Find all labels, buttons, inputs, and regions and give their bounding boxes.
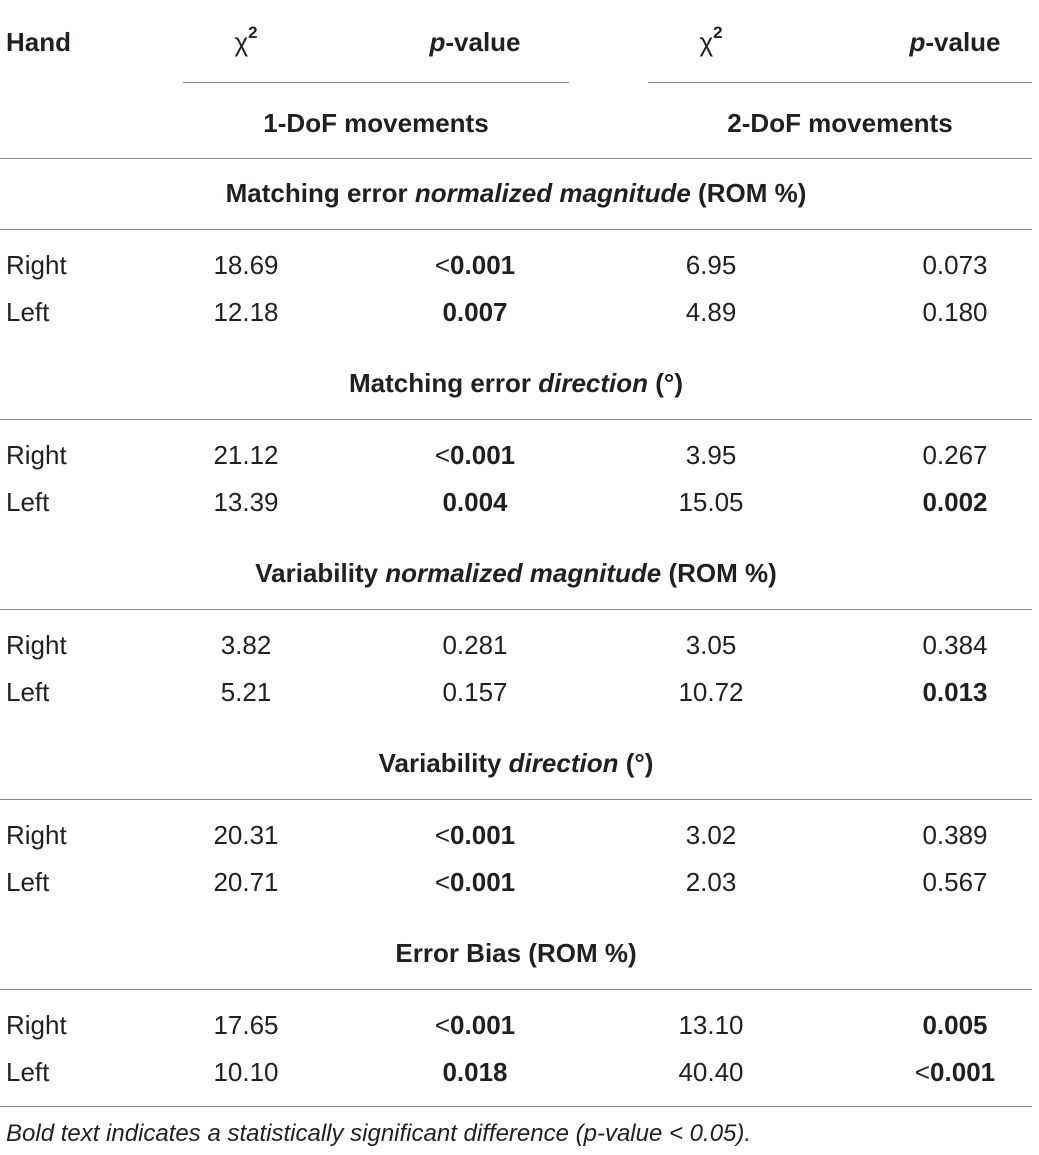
p-rest: -value <box>445 27 521 57</box>
pvalue-2dof-value: 0.002 <box>922 487 988 517</box>
less-than-sign: < <box>434 867 451 897</box>
header-chi-2dof <box>661 23 761 57</box>
chi2-2dof-value: 6.95 <box>685 250 737 280</box>
hand-label <box>6 1057 49 1087</box>
chi2-2dof <box>661 677 761 707</box>
header-hand: Hand <box>6 27 71 57</box>
chi2-1dof-value: 17.65 <box>213 1010 279 1040</box>
chi2-1dof <box>196 1057 296 1087</box>
chi2-2dof-value: 10.72 <box>678 677 744 707</box>
pvalue-2dof <box>885 867 1025 897</box>
section-title-italic: normalized magnitude <box>385 558 662 588</box>
chi2-1dof-value: 20.71 <box>213 867 279 897</box>
chi2-1dof-value: 20.31 <box>213 820 279 850</box>
hand-label-value: Left <box>6 867 50 897</box>
chi2-2dof-value: 4.89 <box>685 297 737 327</box>
pvalue-2dof <box>885 1010 1025 1040</box>
chi2-2dof-value: 40.40 <box>678 1057 744 1087</box>
pvalue-1dof <box>405 297 545 327</box>
pvalue-1dof-value: 0.157 <box>442 677 508 707</box>
section-rule <box>0 419 1032 420</box>
less-than-sign: < <box>434 1010 451 1040</box>
pvalue-1dof-value: 0.001 <box>450 820 516 850</box>
hand-label-value: Left <box>6 487 50 517</box>
header-pvalue-1dof <box>405 27 545 57</box>
section-title-text: Matching error <box>225 178 415 208</box>
chi2-2dof <box>661 297 761 327</box>
chi2-1dof-value: 21.12 <box>213 440 279 470</box>
group-rule-2dof <box>648 82 1032 83</box>
hand-label-value: Left <box>6 677 50 707</box>
pvalue-2dof-value: 0.567 <box>922 867 988 897</box>
section-title-text: Variability <box>378 748 509 778</box>
chi2-1dof <box>196 630 296 660</box>
pvalue-1dof <box>405 867 545 897</box>
pvalue-1dof-value: 0.018 <box>442 1057 508 1087</box>
pvalue-2dof <box>885 1057 1025 1087</box>
chi2-2dof-value: 3.02 <box>685 820 737 850</box>
chi-exponent: 2 <box>713 23 723 43</box>
header-pvalue-2dof <box>885 27 1025 57</box>
chi2-1dof <box>196 867 296 897</box>
chi-symbol: χ <box>234 27 249 57</box>
pvalue-2dof-value: 0.389 <box>922 820 988 850</box>
section-title-italic: direction <box>508 748 619 778</box>
chi2-2dof <box>661 867 761 897</box>
section-title-text: Error Bias (ROM %) <box>395 938 637 968</box>
pvalue-1dof-value: 0.004 <box>442 487 508 517</box>
pvalue-2dof <box>885 440 1025 470</box>
pvalue-2dof-value: 0.073 <box>922 250 988 280</box>
pvalue-2dof-value: 0.180 <box>922 297 988 327</box>
pvalue-2dof <box>885 820 1025 850</box>
chi2-2dof-value: 2.03 <box>685 867 737 897</box>
pvalue-1dof-value: 0.281 <box>442 630 508 660</box>
pvalue-1dof-value: 0.007 <box>442 297 508 327</box>
p-italic: p <box>909 27 926 57</box>
hand-label <box>6 630 67 660</box>
section-title-unit: (°) <box>618 748 654 778</box>
pvalue-1dof-value: 0.001 <box>450 250 516 280</box>
pvalue-2dof-value: 0.001 <box>930 1057 996 1087</box>
pvalue-1dof-value: 0.001 <box>450 1010 516 1040</box>
pvalue-2dof <box>885 677 1025 707</box>
section-title <box>0 368 1032 398</box>
chi2-1dof-value: 10.10 <box>213 1057 279 1087</box>
hand-label-value: Right <box>6 250 67 280</box>
header-rule <box>0 158 1032 159</box>
section-title <box>0 748 1032 778</box>
chi2-2dof <box>661 1057 761 1087</box>
pvalue-2dof <box>885 487 1025 517</box>
chi2-1dof-value: 3.82 <box>220 630 272 660</box>
pvalue-2dof <box>885 250 1025 280</box>
hand-label <box>6 440 67 470</box>
section-rule <box>0 799 1032 800</box>
hand-label <box>6 867 49 897</box>
pvalue-2dof-value: 0.013 <box>922 677 988 707</box>
chi2-2dof <box>661 250 761 280</box>
section-title <box>0 938 1032 968</box>
section-title-italic: direction <box>538 368 649 398</box>
footnote: Bold text indicates a statistically significant difference (p-value < 0.05). <box>6 1120 752 1147</box>
pvalue-1dof <box>405 630 545 660</box>
hand-label <box>6 250 67 280</box>
group-label-1dof: 1-DoF movements <box>263 108 489 138</box>
pvalue-2dof-value: 0.005 <box>922 1010 988 1040</box>
chi2-1dof-value: 12.18 <box>213 297 279 327</box>
hand-label <box>6 487 49 517</box>
pvalue-1dof-value: 0.001 <box>450 440 516 470</box>
hand-label <box>6 1010 67 1040</box>
section-rule <box>0 989 1032 990</box>
less-than-sign: < <box>434 440 451 470</box>
chi2-2dof <box>661 487 761 517</box>
hand-label-value: Left <box>6 1057 50 1087</box>
chi2-1dof <box>196 297 296 327</box>
chi2-2dof <box>661 1010 761 1040</box>
chi2-1dof-value: 18.69 <box>213 250 279 280</box>
pvalue-2dof-value: 0.267 <box>922 440 988 470</box>
chi2-1dof <box>196 1010 296 1040</box>
chi2-1dof <box>196 487 296 517</box>
hand-label-value: Right <box>6 1010 67 1040</box>
section-title-text: Matching error <box>349 368 539 398</box>
pvalue-1dof <box>405 487 545 517</box>
chi2-1dof <box>196 440 296 470</box>
hand-label-value: Left <box>6 297 50 327</box>
chi2-1dof <box>196 677 296 707</box>
section-title <box>0 558 1032 588</box>
hand-label-value: Right <box>6 440 67 470</box>
pvalue-1dof <box>405 1010 545 1040</box>
pvalue-1dof <box>405 1057 545 1087</box>
p-rest: -value <box>925 27 1001 57</box>
pvalue-2dof-value: 0.384 <box>922 630 988 660</box>
less-than-sign: < <box>914 1057 931 1087</box>
section-title-unit: (°) <box>648 368 683 398</box>
chi2-2dof <box>661 440 761 470</box>
section-title-unit: (ROM %) <box>661 558 777 588</box>
chi2-2dof-value: 3.95 <box>685 440 737 470</box>
section-title-italic: normalized magnitude <box>414 178 691 208</box>
header-chi-1dof <box>196 23 296 57</box>
group-rule-1dof <box>183 82 569 83</box>
hand-label <box>6 677 49 707</box>
section-title-text: Variability <box>255 558 386 588</box>
section-title <box>0 178 1032 208</box>
hand-label <box>6 297 49 327</box>
chi2-1dof-value: 5.21 <box>220 677 272 707</box>
section-rule <box>0 229 1032 230</box>
footer-rule <box>0 1106 1032 1107</box>
chi2-1dof <box>196 820 296 850</box>
pvalue-1dof <box>405 820 545 850</box>
pvalue-1dof <box>405 677 545 707</box>
hand-label <box>6 820 67 850</box>
chi2-1dof <box>196 250 296 280</box>
chi2-2dof <box>661 820 761 850</box>
p-italic: p <box>429 27 446 57</box>
pvalue-2dof <box>885 630 1025 660</box>
hand-label-value: Right <box>6 820 67 850</box>
chi-exponent: 2 <box>248 23 258 43</box>
group-label-2dof: 2-DoF movements <box>727 108 953 138</box>
chi2-2dof-value: 3.05 <box>685 630 737 660</box>
pvalue-1dof <box>405 440 545 470</box>
chi2-2dof-value: 15.05 <box>678 487 744 517</box>
hand-label-value: Right <box>6 630 67 660</box>
less-than-sign: < <box>434 250 451 280</box>
pvalue-1dof <box>405 250 545 280</box>
chi2-2dof <box>661 630 761 660</box>
chi2-2dof-value: 13.10 <box>678 1010 744 1040</box>
pvalue-2dof <box>885 297 1025 327</box>
less-than-sign: < <box>434 820 451 850</box>
chi-symbol: χ <box>699 27 714 57</box>
section-rule <box>0 609 1032 610</box>
chi2-1dof-value: 13.39 <box>213 487 279 517</box>
pvalue-1dof-value: 0.001 <box>450 867 516 897</box>
section-title-unit: (ROM %) <box>690 178 807 208</box>
